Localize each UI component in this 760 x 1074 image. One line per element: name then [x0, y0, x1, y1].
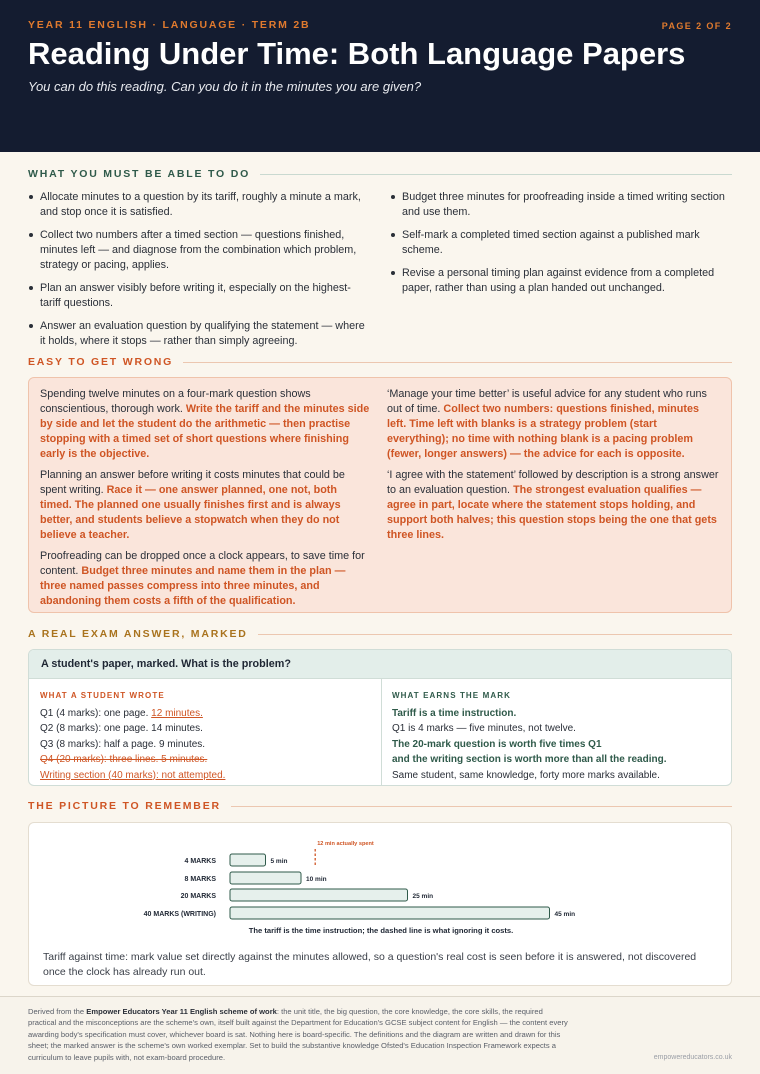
- misconceptions-col-right: [387, 387, 719, 549]
- answer-line-q1: [40, 706, 225, 722]
- tariff-bar: [230, 872, 301, 884]
- misconception-item: [387, 468, 719, 543]
- list-item: Allocate minutes to a question by its tariff, roughly a minute a mark, and stop once it is satisfied.: [28, 190, 368, 220]
- exam-heading-label: A REAL EXAM ANSWER, MARKED: [28, 628, 248, 640]
- list-item: Self-mark a completed timed section against a published mark scheme.: [390, 228, 730, 258]
- list-item: Plan an answer visibly before writing it, especially on the highest-tariff questions.: [28, 281, 368, 311]
- tariff-bar: [230, 854, 266, 866]
- misconception-fix: Race it — one answer planned, one not, both timed. The planned one usually finishes first and is always better, and students believe a stopwatch when they do not believe a teacher.: [40, 484, 341, 541]
- bar-category-label: 20 MARKS: [180, 893, 216, 900]
- feedback-line: Same student, same knowledge, forty more marks available.: [392, 769, 660, 781]
- bar-value-label: 10 min: [306, 876, 327, 883]
- tariff-chart: [29, 823, 733, 948]
- section-rule: [231, 806, 732, 807]
- answer-line-writing: Writing section (40 marks): not attempted.: [40, 769, 226, 781]
- answer-line-q2: Q2 (8 marks): one page. 14 minutes.: [40, 723, 203, 734]
- skills-list-left: [28, 190, 368, 357]
- feedback-line: The 20-mark question is worth five times Q1: [392, 738, 602, 750]
- bar-category-label: 4 MARKS: [184, 858, 216, 865]
- mark-feedback: [392, 688, 666, 783]
- list-item: Answer an evaluation question by qualifying the statement — where it holds, where it stops — rather than simply agreeing.: [28, 319, 368, 349]
- bar-value-label: 45 min: [554, 911, 576, 918]
- bar-value-label: 25 min: [412, 893, 434, 900]
- footer-body: : the unit title, the big question, the core knowledge, the core skills, the required practical and the misconceptions are the scheme's own, itself built against the Department for Education's GCSE subject content for English — the content every awarding body's specification must cover, whichever board is sat. Nothing here is board-specific. The definitions and the diagram are written and drawn for this sheet; the marked answer is the scheme's own worked exemplar. Set to build the substantive knowledge Ofsted's Education Inspection Framework expects a curriculum to leave pupils with, not exam-board procedure.: [28, 1007, 568, 1062]
- bar-value-label: 5 min: [270, 858, 288, 865]
- page-title: Reading Under Time: Both Language Papers: [28, 36, 686, 71]
- page-number: PAGE 2 OF 2: [661, 21, 732, 31]
- misconceptions-heading-label: EASY TO GET WRONG: [28, 356, 174, 368]
- footer-prefix: Derived from the: [28, 1007, 87, 1016]
- misconceptions-heading: [28, 356, 732, 368]
- page-footer: [0, 996, 760, 1074]
- misconception-text: ‘Manage your time better’ is useful advice for any student who runs out of time.: [387, 388, 707, 415]
- misconception-item: [40, 468, 370, 543]
- misconception-text: Spending twelve minutes on a four-mark question shows conscientious, thorough work.: [40, 388, 311, 415]
- misconception-item: [387, 387, 719, 462]
- skills-heading: [28, 168, 732, 180]
- picture-heading: [28, 800, 732, 812]
- picture-caption: Tariff against time: mark value set directly against the minutes allowed, so a question's real cost is seen before it is answered, not discovered once the clock has already run out.: [43, 951, 697, 978]
- picture-card: [28, 822, 732, 986]
- answer-line-q3: Q3 (8 marks): half a page. 9 minutes.: [40, 738, 206, 750]
- footer-url: empowereducators.co.uk: [653, 1054, 732, 1061]
- tariff-bar: [230, 889, 408, 901]
- misconceptions-col-left: [40, 387, 370, 615]
- feedback-line: Tariff is a time instruction.: [392, 707, 517, 719]
- mark-feedback-heading: WHAT EARNS THE MARK: [392, 691, 511, 700]
- list-item: Revise a personal timing plan against evidence from a completed paper, rather than using a plan handed out unchanged.: [390, 266, 730, 296]
- section-rule: [260, 174, 732, 175]
- misconception-fix: Write the tariff and the minutes side by side and let the student do the arithmetic — then practise stopping with a timed set of short questions where finishing early is the objective.: [40, 403, 370, 460]
- misconception-text: Planning an answer before writing it costs minutes that could be spent writing.: [40, 469, 345, 496]
- misconception-text: ‘I agree with the statement’ followed by description is a strong answer to an evaluation question.: [387, 469, 719, 496]
- misconception-text: Proofreading can be dropped once a clock appears, to save time for content.: [40, 550, 365, 577]
- tariff-bar: [230, 907, 550, 919]
- misconception-fix: The strongest evaluation qualifies — agree in part, locate where the statement stops holding, and support both halves; this question stops being the one that gets three lines.: [387, 484, 717, 541]
- skills-heading-label: WHAT YOU MUST BE ABLE TO DO: [28, 168, 251, 180]
- actual-time-marker-label: 12 min actually spent: [317, 841, 374, 847]
- exam-card: [28, 649, 732, 786]
- footer-text: [28, 1006, 573, 1063]
- list-item: Collect two numbers after a timed section — questions finished, minutes left — and diagnose from the combination which problem, strategy or pacing, applies.: [28, 228, 368, 273]
- unit-kicker: YEAR 11 ENGLISH · LANGUAGE · TERM 2B: [28, 19, 311, 31]
- bar-category-label: 8 MARKS: [184, 876, 216, 883]
- page-header: [0, 0, 760, 152]
- answer-line-q4: Q4 (20 marks): three lines. 5 minutes.: [40, 754, 208, 765]
- skills-list-right: [390, 190, 730, 304]
- misconception-item: [40, 387, 370, 462]
- picture-heading-label: THE PICTURE TO REMEMBER: [28, 800, 221, 812]
- footer-source: Empower Educators Year 11 English scheme of work: [86, 1007, 277, 1016]
- section-rule: [183, 362, 732, 363]
- answer-q1-label: Q1 (4 marks): one page.: [40, 707, 152, 719]
- bar-category-label: 40 MARKS (WRITING): [143, 911, 216, 918]
- exam-question: A student's paper, marked. What is the problem?: [29, 650, 731, 679]
- section-rule: [258, 634, 732, 635]
- column-divider: [381, 679, 382, 785]
- feedback-line: Q1 is 4 marks — five minutes, not twelve.: [392, 723, 576, 734]
- page-subtitle: You can do this reading. Can you do it in the minutes you are given?: [28, 79, 422, 94]
- answer-q1-time: 12 minutes.: [151, 707, 203, 719]
- misconception-item: [40, 549, 370, 609]
- student-answer: [40, 688, 225, 783]
- feedback-line: and the writing section is worth more than all the reading.: [392, 754, 667, 765]
- misconceptions-box: [28, 377, 732, 613]
- student-answer-heading: WHAT A STUDENT WROTE: [40, 691, 165, 700]
- misconception-fix: Collect two numbers: questions finished, minutes left. Time left with blanks is a strategy problem (start everything); no time with nothing blank is a pacing problem (fewer, longer answers) — the advice for each is opposite.: [387, 403, 699, 460]
- list-item: Budget three minutes for proofreading inside a timed writing section and use them.: [390, 190, 730, 220]
- misconception-fix: Budget three minutes and name them in the plan — three named passes compress into three minutes, and abandoning them costs a fifth of the qualification.: [40, 565, 346, 607]
- exam-heading: [28, 628, 732, 640]
- chart-caption: The tariff is the time instruction; the dashed line is what ignoring it costs.: [248, 926, 514, 935]
